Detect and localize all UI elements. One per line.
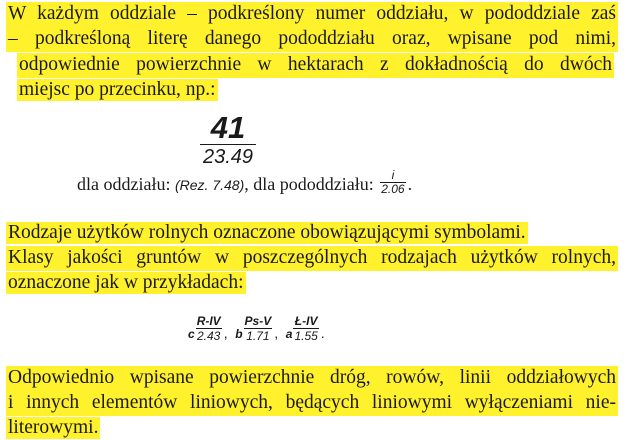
land-class-examples bbox=[188, 314, 329, 343]
example1-caption bbox=[77, 168, 413, 199]
oddzial-number: 41 bbox=[210, 110, 246, 145]
land-class-letter: a bbox=[285, 326, 293, 341]
caption-end: . bbox=[407, 174, 413, 194]
oddzial-fraction bbox=[198, 112, 258, 169]
pododdzial-area: 2.06 bbox=[381, 182, 405, 197]
section3-line1 bbox=[6, 366, 618, 391]
section1-line1 bbox=[6, 2, 618, 27]
land-class-symbol: Ps-V bbox=[244, 314, 272, 328]
land-class-fraction bbox=[196, 314, 222, 343]
example-separator: , bbox=[223, 324, 228, 341]
section2-line1-text: Rodzaje użytków rolnych oznaczone obowiązującymi symbolami. bbox=[8, 222, 526, 243]
land-class-letter: b bbox=[235, 326, 243, 341]
section1-line1-text: W każdym oddziale – podkreślony numer oddziału, w pododdziale zaś bbox=[6, 2, 618, 27]
section1-line3-text: odpowiednie powierzchnie w hektarach z dokładnością do dwóch bbox=[17, 53, 614, 78]
land-class-fraction bbox=[244, 314, 273, 343]
section3-line3-text: literowymi. bbox=[8, 417, 99, 438]
land-class-area: 2.43 bbox=[197, 329, 221, 343]
land-class-area: 1.55 bbox=[294, 329, 318, 343]
rez-reference: (Rez. 7.48) bbox=[174, 177, 245, 193]
oddzial-area: 23.49 bbox=[202, 146, 254, 168]
section3-line2-text: i innych elementów liniowych, będących liniowymi wyłączeniami nie- bbox=[6, 391, 618, 416]
land-class-example bbox=[286, 314, 319, 343]
section1-line2 bbox=[6, 27, 618, 52]
section2-line3 bbox=[6, 271, 246, 295]
section1-line2-text: – podkreśloną literę danego pododdziału oraz, wpisane pod nimi, bbox=[6, 27, 618, 52]
example-separator: . bbox=[320, 324, 325, 341]
section2-line1 bbox=[6, 221, 528, 245]
pododdzial-fraction bbox=[380, 169, 405, 196]
land-class-example bbox=[188, 314, 222, 343]
pododdzial-letter: i bbox=[391, 168, 395, 183]
caption-mid: , dla pododdziału: bbox=[244, 174, 374, 194]
section3-line2 bbox=[6, 391, 618, 416]
land-class-letter: c bbox=[188, 326, 195, 341]
section2-line3-text: oznaczone jak w przykładach: bbox=[8, 272, 244, 293]
land-class-area: 1.71 bbox=[246, 329, 270, 343]
caption-start: dla oddziału: bbox=[77, 174, 171, 194]
land-class-symbol: R-IV bbox=[196, 314, 221, 328]
land-class-example bbox=[235, 314, 272, 343]
section1-line4 bbox=[17, 78, 218, 102]
example-separator: , bbox=[274, 324, 279, 341]
section1-line3 bbox=[17, 53, 614, 78]
land-class-fraction bbox=[293, 314, 318, 343]
section3-line1-text: Odpowiednio wpisane powierzchnie dróg, rowów, linii oddziałowych bbox=[6, 366, 618, 391]
section1-line4-text: miejsc po przecinku, np.: bbox=[19, 79, 216, 100]
section2-line2-text: Klasy jakości gruntów w poszczególnych rodzajach użytków rolnych, bbox=[6, 246, 618, 271]
section2-line2 bbox=[6, 246, 618, 271]
section3-line3 bbox=[6, 416, 100, 440]
land-class-symbol: Ł-IV bbox=[294, 314, 318, 328]
